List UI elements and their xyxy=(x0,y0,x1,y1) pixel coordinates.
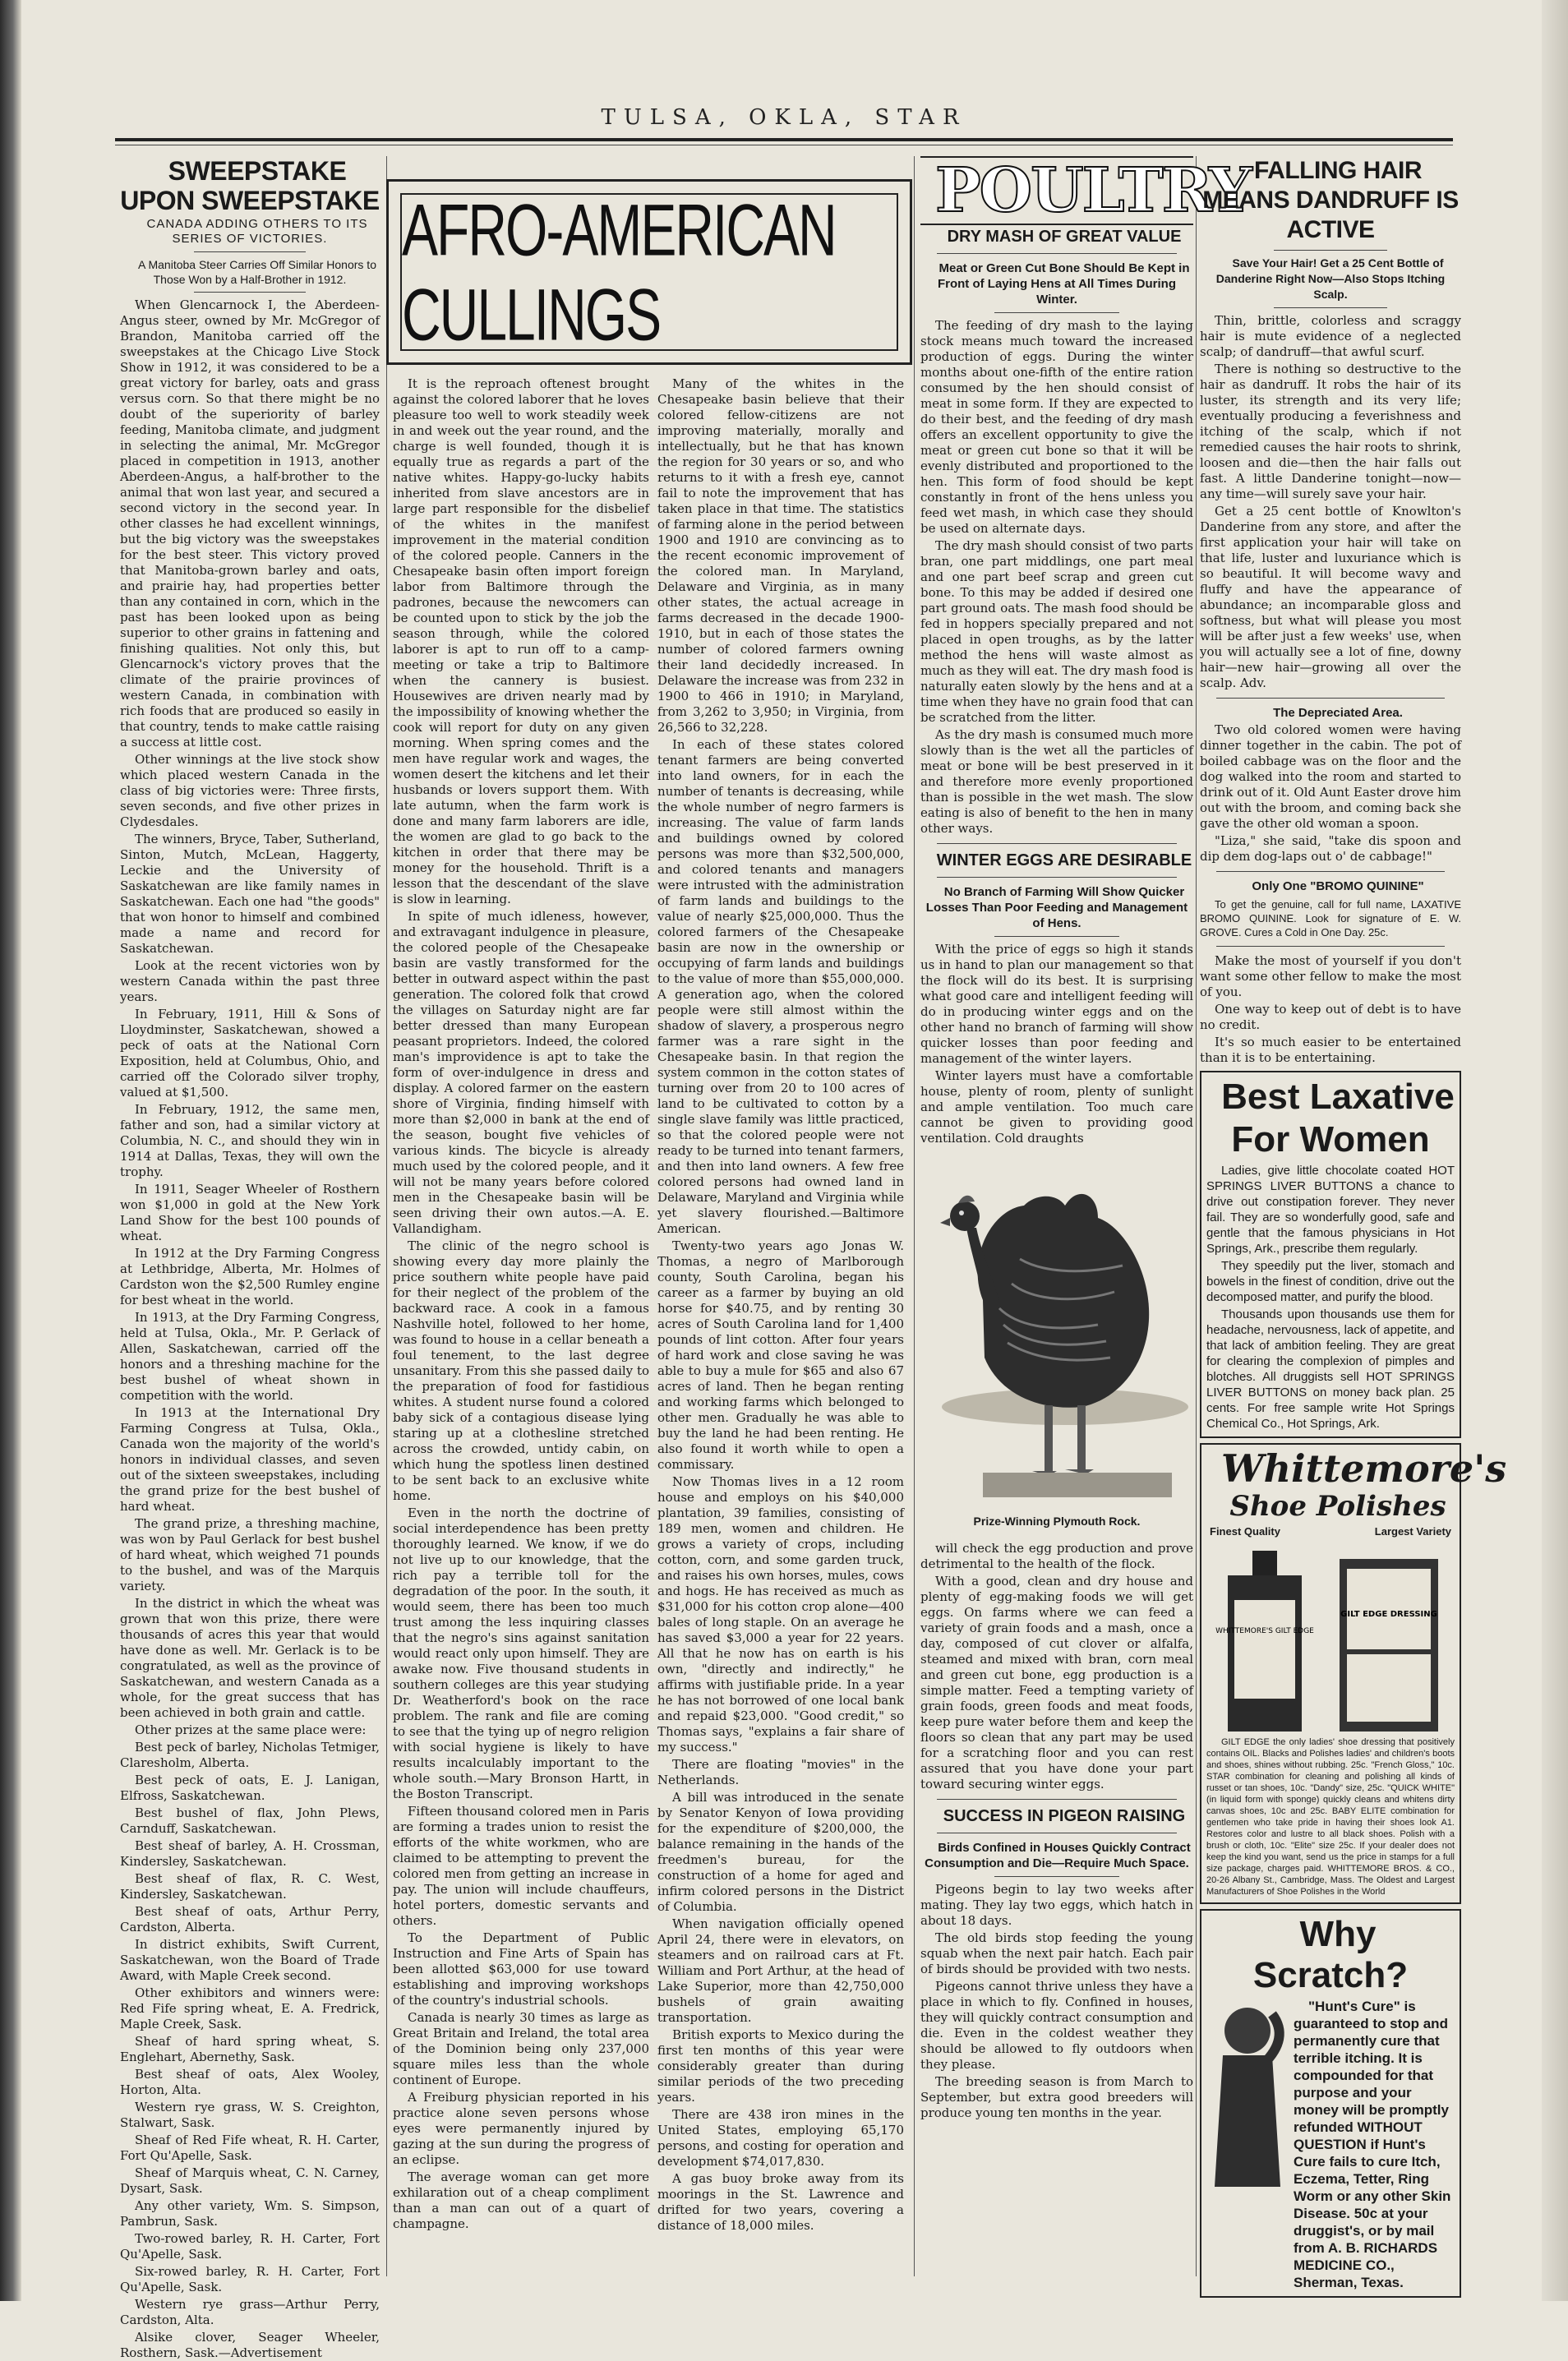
divider xyxy=(937,1799,1177,1800)
paragraph: When navigation officially opened April 24, there were in elevators, on steamers and on railroad cars at Ft. William and Port Arthur, at the head of Lake Superior, more than 42,750,000 bushels of grain awaiting transportation. xyxy=(657,1916,904,2025)
paragraph: Thousands upon thousands use them for headache, nervousness, lack of appetite, and that lack of ambition feeling. They are great for clearing the complexion of pimples and blotches. All druggists sell HOT SPRINGS LIVER BUTTONS on money back plan. 25 cents. For free sample write Hot Springs Chemical Co., Hot Springs, Ark. xyxy=(1206,1307,1455,1431)
paragraph: In 1912 at the Dry Farming Congress at Lethbridge, Alberta, Mr. Holmes of Cardston won the $2,500 Rumley engine for best wheat in the world. xyxy=(120,1246,380,1307)
paragraph: In the district in which the wheat was grown that won this prize, there were thousands of acres this year that would have done as well. Mr. Gerlack is to be congratulated, as well as the province of Saskatchewan, and western Canada as a whole, for the great success that has been achieved in both grain and cattle. xyxy=(120,1596,380,1720)
paragraph: Thin, brittle, colorless and scraggy hair is mute evidence of a neglected scalp; of dandruff—that awful scurf. xyxy=(1200,313,1461,359)
paragraph: Canada is nearly 30 times as large as Great Britain and Ireland, the total area of the Dominion being only 237,000 square miles less than the whole continent of Europe. xyxy=(393,2010,649,2087)
paragraph: There are floating "movies" in the Netherlands. xyxy=(657,1757,904,1787)
divider xyxy=(194,292,306,293)
article-body xyxy=(920,318,1193,837)
scratch-ad-content xyxy=(1206,1998,1455,2293)
headline: SWEEPSTAKE UPON SWEEPSTAKE xyxy=(120,156,380,215)
page-right-margin xyxy=(1542,0,1568,2301)
paragraph: A bill was introduced in the senate by Senator Kenyon of Iowa providing for the expenditure of $200,000, the balance remaining in the hands of the freedmen's bureau, for the construction of a home for aged and infirm colored persons in the District of Columbia. xyxy=(657,1790,904,1914)
paragraph: Western rye grass—Arthur Perry, Cardston, Alta. xyxy=(120,2297,380,2327)
divider xyxy=(937,843,1177,844)
paragraph: In February, 1911, Hill & Sons of Lloydminster, Saskatchewan, showed a peck of oats at the National Corn Exposition, held at Columbus, Ohio, and carried off the Colorado silver trophy, valued at $1,500. xyxy=(120,1007,380,1100)
poultry-title: POULTRY xyxy=(920,156,1193,225)
paragraph: The breeding season is from March to September, but extra good breeders will produce young ten months in the year. xyxy=(920,2074,1193,2120)
column-rule xyxy=(914,156,915,2276)
paragraph: There is nothing so destructive to the hair as dandruff. It robs the hair of its luster, its strength and its very life; eventually producing a feverishness and itching of the scalp, which if not remedied causes the hair roots to shrink, loosen and die—then the hair falls out fast. A little Danderine tonight—now—any time—will surely save your hair. xyxy=(1200,362,1461,501)
paragraph: will check the egg production and prove detrimental to the health of the flock. xyxy=(920,1541,1193,1571)
paragraph: Best sheaf of oats, Arthur Perry, Cardston, Alberta. xyxy=(120,1904,380,1934)
article-sweepstake xyxy=(120,156,380,2360)
paragraph: In each of these states colored tenant farmers are being converted into land owners, for in each the number of tenants is decreasing, while the whole number of negro farmers is increasing. The value of farm lands and buildings owned by colored persons was more than $32,500,000, and colored tenants and managers were intrusted with the administration of farm lands and buildings to the value of nearly $25,000,000. Thus the colored farmers of the Chesapeake basin are now in the ownership or occupying of farm lands and buildings to the value of more than $55,000,000. A generation ago, when the colored people were still almost within the shadow of slavery, a prosperous negro farmer was a rare sight in the Chesapeake basin. In that region the system common in the cotton states of turning over from 20 to 100 acres of land to be cultivated to cotton by a single slave family was little practiced, so that the colored people were not ready to be turned into tenant farmers, and then into land owners. A few free colored persons had owned land in Delaware, Maryland and Virginia while yet slavery flourished.—Baltimore American. xyxy=(657,737,904,1236)
scratch-ad-text: "Hunt's Cure" is guaranteed to stop and permanently cure that terrible itching. It is compounded for that purpose and your money will be promptly refunded WITHOUT QUESTION if Hunt's Cure fails to cure Itch, Eczema, Tetter, Ring Worm or any other Skin Disease. 50c at your druggist's, or by mail from A. B. RICHARDS MEDICINE CO., Sherman, Texas. xyxy=(1294,1999,1451,2290)
largest-variety-label: Largest Variety xyxy=(1374,1525,1451,1538)
paragraph: The winners, Bryce, Taber, Sutherland, Sinton, Mutch, McLean, Haggerty, Leckie and the University of Saskatchewan are like family names in Saskatchewan. Each one had "the goods" that won honor to himself and combined made a name and record for Saskatchewan. xyxy=(120,832,380,956)
paragraph: As the dry mash is consumed much more slowly than is the wet all the particles of meat or bone will be best preserved in it and therefore more evenly proportioned than is possible in the wet mash. The slow eating is also of benefit to the hen in many other ways. xyxy=(920,727,1193,836)
bromo-ad-headline: Only One "BROMO QUININE" xyxy=(1252,879,1424,893)
paragraph: Sheaf of Red Fife wheat, R. H. Carter, Fort Qu'Apelle, Sask. xyxy=(120,2133,380,2163)
paragraph: One way to keep out of debt is to have no credit. xyxy=(1200,1002,1461,1032)
divider xyxy=(937,877,1177,878)
scratch-ad-headline: Why Scratch? xyxy=(1252,1914,1409,1995)
paragraph: Ladies, give little chocolate coated HOT SPRINGS LIVER BUTTONS a chance to drive out constipation forever. They never fail. They are so wonderfully good, safe and gentle that the famous physicians in Hot Springs, Ark., prescribe them regularly. xyxy=(1206,1164,1455,1256)
afro-column-left xyxy=(393,376,649,2276)
subdeck: A Manitoba Steer Carries Off Similar Honors to Those Won by a Half-Brother in 1912. xyxy=(138,258,376,286)
paragraph: The feeding of dry mash to the laying stock means much toward the increased production of eggs. During the winter months about one-fifth of the entire ration consumed by the hen should consist of meat in some form. If they are expected to do their best, and the feeding of dry mash offers an excellent opportunity to give the meat or green cut bone so that it will be evenly distributed and proportioned to the hen. This form of food should be kept constantly in front of the hens unless you feed wet mash, in which case they should be used on alternate days. xyxy=(920,318,1193,536)
divider xyxy=(1274,307,1387,308)
headline: WINTER EGGS ARE DESIRABLE xyxy=(936,851,1192,869)
svg-text:WHITTEMORE'S GILT EDGE: WHITTEMORE'S GILT EDGE xyxy=(1215,1627,1314,1635)
paragraph: Six-rowed barley, R. H. Carter, Fort Qu'Apelle, Sask. xyxy=(120,2264,380,2294)
column-rule xyxy=(386,156,387,2276)
article-body xyxy=(920,1541,1193,1792)
paragraph: Best sheaf of oats, Alex Wooley, Horton, Alta. xyxy=(120,2067,380,2097)
paragraph: In 1913 at the International Dry Farming Congress at Tulsa, Okla., Canada won the majority of the world's honors in individual classes, and seven out of the sixteen sweepstakes, including the grand prize for the best bushel of hard wheat. xyxy=(120,1405,380,1514)
article-body xyxy=(120,297,380,2361)
divider xyxy=(1216,946,1445,947)
plymouth-rock-hen-image xyxy=(934,1160,1180,1514)
paragraph: Alsike clover, Seager Wheeler, Rosthern, Sask.—Advertisement xyxy=(120,2330,380,2360)
article-body xyxy=(393,376,649,2232)
paragraph: Western rye grass, W. S. Creighton, Stalwart, Sask. xyxy=(120,2100,380,2130)
paragraph: The average woman can get more exhilaration out of a cheap compliment than a man can out of a quart of champagne. xyxy=(393,2170,649,2231)
section-title: AFRO-AMERICAN CULLINGS xyxy=(402,188,836,356)
figure-caption: Prize-Winning Plymouth Rock. xyxy=(973,1514,1141,1528)
deck: Birds Confined in Houses Quickly Contract Consumption and Die—Require Much Space. xyxy=(925,1841,1191,1870)
article-body xyxy=(1200,313,1461,691)
whittemore-tagline xyxy=(1210,1524,1451,1539)
paragraph: Sheaf of hard spring wheat, S. Englehart, Abernethy, Sask. xyxy=(120,2034,380,2064)
paragraph: Other exhibitors and winners were: Red Fife spring wheat, E. A. Fredrick, Maple Creek, Sask. xyxy=(120,1985,380,2031)
deck: Save Your Hair! Get a 25 Cent Bottle of Danderine Right Now—Also Stops Itching Scalp. xyxy=(1215,256,1446,301)
paragraph: British exports to Mexico during the first ten months of this year were considerably greater than during similar periods of the two preceding years. xyxy=(657,2027,904,2105)
paragraph: Get a 25 cent bottle of Knowlton's Danderine from any store, and after the first application your hair will take on that life, luster and luxuriance which is so beautiful. It will become wavy and fluffy and have the appearance of abundance; an incomparable gloss and softness, but what will please you most will be after just a few weeks' use, when you will actually see a lot of fine, downy hair—new hair—growing all over the scalp. Adv. xyxy=(1200,504,1461,690)
paragraph: Look at the recent victories won by western Canada within the past three years. xyxy=(120,958,380,1004)
article-body xyxy=(1200,722,1461,865)
man-scratching-icon xyxy=(1206,1998,1289,2187)
whittemore-ad xyxy=(1200,1443,1507,1904)
whittemore-product: Shoe Polishes xyxy=(1229,1490,1446,1523)
paragraph: Even in the north the doctrine of social interdependence has been pretty thoroughly learned. We know, if we do not live up to our knowledge, that the rich pay a terrible toll for the degradation of the poor. In the south, it would seem, there has been too much trust among the less inquiring classes that the negro's sins against sanitation would react only upon himself. They are awake now. Five thousand students in southern colleges are this year studying Dr. Weatherford's book on the race problem. The rank and file are coming to see that the tying up of negro religion with social hygiene is likely to have results incalculably important to the whole south.—Mary Bronson Hartt, in the Boston Transcript. xyxy=(393,1506,649,1801)
paragraph: Two-rowed barley, R. H. Carter, Fort Qu'Apelle, Sask. xyxy=(120,2231,380,2262)
subheadline: The Depreciated Area. xyxy=(1273,706,1403,720)
paragraph: In 1911, Seager Wheeler of Rosthern won $1,000 in gold at the New York Land Show for the best 100 pounds of wheat. xyxy=(120,1182,380,1243)
page-binding-edge xyxy=(0,0,21,2301)
paragraph: Pigeons cannot thrive unless they have a place in which to fly. Confined in houses, they will quickly contract consumption and die. Even in the coldest weather they should be allowed to fly outdoors when they please. xyxy=(920,1979,1193,2072)
headline: DRY MASH OF GREAT VALUE xyxy=(947,228,1182,246)
divider xyxy=(994,1876,1119,1877)
paragraph: In spite of much idleness, however, and extravagant indulgence in pleasure, the colored people of the Chesapeake basin are vastly transformed for the better in outward aspect within the past generation. The colored folk that crowd the villages on Saturday night are far better dressed than many European peasant proprietors. Indeed, the colored man's improvidence is apt to take the form of over-indulgence in dress and display. A colored farmer on the eastern shore of Virginia, finding himself with more than $2,000 in bank at the end of the season, bought five vehicles of various kinds. The bicycle is already much used by the colored people, and it will not be many years before colored men in the Chesapeake basin will be seen driving their own autos.—A. E. Vallandigham. xyxy=(393,909,649,1236)
divider xyxy=(1274,250,1387,251)
divider xyxy=(994,936,1119,937)
divider xyxy=(994,312,1119,313)
article-body xyxy=(1200,953,1461,1066)
paragraph: When Glencarnock I, the Aberdeen-Angus steer, owned by Mr. McGregor of Brandon, Manitoba carried off the sweepstakes at the Chicago Live Stock Show in 1912, it was considered to be a great victory for barley, oats and grass versus corn. So that there might be no doubt of the superiority of barley feeding, Manitoba climate, and judgment in selecting the animal, Mr. McGregor placed in competition in 1913, another Aberdeen-Angus, a half-brother to the animal that won last year, and secured a second victory in the second year. In other classes he had excellent winnings, but the big victory was the sweepstakes for the best steer. This victory proved that Manitoba-grown barley and oats, and prairie hay, had properties better than any contained in corn, which in the past has been looked upon as being superior to other grains in fattening and finishing qualities. Not only this, but Glencarnock's victory proves that the climate of the prairie provinces of western Canada, in combination with rich foods that are produced so easily in that country, tends to make cattle raising a success at little cost. xyxy=(120,297,380,749)
paragraph: In 1913, at the Dry Farming Congress, held at Tulsa, Okla., Mr. P. Gerlack of Allen, Saskatchewan, carried off the honors and a threshing machine for the best bushel of wheat shown in competition with the world. xyxy=(120,1310,380,1403)
divider xyxy=(1216,698,1445,699)
laxative-ad xyxy=(1200,1071,1461,1438)
paragraph: They speedily put the liver, stomach and bowels in the finest of condition, drive out the decomposed matter, and purify the blood. xyxy=(1206,1259,1455,1304)
bromo-ad-text: To get the genuine, call for full name, LAXATIVE BROMO QUININE. Look for signature of E. W. GROVE. Cures a Cold in One Day. 25c. xyxy=(1200,898,1461,938)
hunts-cure-ad xyxy=(1200,1909,1461,2298)
paragraph: Other prizes at the same place were: xyxy=(135,1722,367,1737)
paragraph: Other winnings at the live stock show which placed western Canada in the class of big victories were: Three firsts, seven seconds, and five other prizes in Clydesdales. xyxy=(120,752,380,829)
paragraph: "Liza," she said, "take dis spoon and dip dem dog-laps out o' de cabbage!" xyxy=(1200,833,1461,864)
header-inner-frame xyxy=(400,188,898,356)
right-column xyxy=(1200,156,1507,2290)
deck: No Branch of Farming Will Show Quicker Losses Than Poor Feeding and Management of Hens. xyxy=(925,885,1188,930)
headline: FALLING HAIR MEANS DANDRUFF IS ACTIVE xyxy=(1202,157,1459,243)
paragraph: Sheaf of Marquis wheat, C. N. Carney, Dysart, Sask. xyxy=(120,2165,380,2196)
afro-american-cullings-header xyxy=(386,179,912,365)
paragraph: Now Thomas lives in a 12 room house and employs on his $40,000 plantation, 39 families, consisting of 189 men, women and children. He grows a variety of crops, including cotton, corn, and some garden truck, and raises his own horses, mules, cows and hogs. He has received as much as $31,000 for his cotton crop alone—400 bales of long staple. On an average he has saved $3,000 a year for 22 years. All that he now has on earth is his own, "directly and indirectly," he affirms with justifiable pride. In a year he has not borrowed of one local bank and repaid $23,000. "Good credit," so Thomas says, "explains a fair share of my success." xyxy=(657,1474,904,1755)
paragraph: There are 438 iron mines in the United States, employing 65,170 persons, and costing for operation and development $74,017,830. xyxy=(657,2107,904,2169)
masthead: TULSA, OKLA, STAR xyxy=(601,105,967,130)
paragraph: With the price of eggs so high it stands us in hand to plan our management so that the flock will do its best. It is surprising what good care and intelligent feeding will do in producing winter eggs and on the other hand no branch of farming will show quicker losses than poor feeding and management of the winter layers. xyxy=(920,942,1193,1066)
paragraph: Best peck of oats, E. J. Lanigan, Elfross, Saskatchewan. xyxy=(120,1773,380,1803)
paragraph: It's so much easier to be entertained than it is to be entertaining. xyxy=(1200,1035,1461,1065)
bottle-icon xyxy=(1215,1551,1314,1732)
divider xyxy=(1216,871,1445,872)
paragraph: The clinic of the negro school is showing every day more plainly the price southern white people have paid for their neglect of the problem of the backward race. A cook in a famous Nashville hotel, followed to her home, was found to house in a cellar beneath a foul tenement, to the last degree unsanitary. From this she passed daily to the preparation of food for fastidious whites. A student nurse found a colored baby sick of a contagious disease lying staring up at a clothesline stretched across the crowded, untidy cabin, on which hung the spotless linen destined to be sent back to an exclusive white home. xyxy=(393,1238,649,1503)
paragraph: Fifteen thousand colored men in Paris are forming a trades union to resist the efforts of the white workmen, who are claimed to be attempting to prevent the colored men from getting an increase in pay. The union will include chauffeurs, hotel porters, domestic servants and others. xyxy=(393,1804,649,1928)
paragraph: The grand prize, a threshing machine, was won by Paul Gerlack for best bushel of hard wheat, which weighed 71 pounds to the bushel, and was of the Marquis variety. xyxy=(120,1516,380,1593)
divider xyxy=(937,253,1177,254)
column-rule xyxy=(1196,156,1197,2276)
paragraph: Many of the whites in the Chesapeake basin believe that their colored fellow-citizens are not improving materially, morally and intellectually, but he that has known the region for 30 years or so, and who returns to it with a fresh eye, cannot fail to note the improvement that has taken place in that time. The statistics of farming alone in the period between 1900 and 1910 are convincing as to the recent economic improvement of the colored man. In Maryland, Delaware and Virginia, as in many other states, the actual acreage in farms decreased in the decade 1900-1910, but in each of those states the number of colored farmers owning their land decidedly increased. In Delaware the increase was from 232 in 1900 to 466 in 1910; in Maryland, from 3,262 to 3,950; in Virginia, from 26,566 to 32,228. xyxy=(657,376,904,735)
paragraph: In February, 1912, the same men, father and son, had a similar victory at Columbia, N. C., and should they win in 1914 at Dallas, Texas, they will own the trophy. xyxy=(120,1102,380,1179)
paragraph: Winter layers must have a comfortable house, plenty of room, plenty of sunlight and ample ventilation. Too much care cannot be given to providing good ventilation. Cold draughts xyxy=(920,1068,1193,1146)
laxative-ad-body xyxy=(1206,1163,1455,1432)
deck: Meat or Green Cut Bone Should Be Kept in Front of Laying Hens at All Times During Winter. xyxy=(937,261,1190,307)
paragraph: The dry mash should consist of two parts bran, one part middlings, one part meal and one part beef scrap and green cut bone. To this may be added if desired one part ground oats. The mash food should be fed in hoppers specially prepared and not placed in open troughs, as by the latter method the hens will waste almost as much as they will eat. The dry mash food is naturally eaten slowly by the hens and at a time when they have no grain food that can be scratched from the litter. xyxy=(920,538,1193,725)
paragraph: It is the reproach oftenest brought against the colored laborer that he loves pleasure too well to work steadily week in and week out the year round, and the charge is well founded, though it is equally true as regards a part of the native whites. Happy-go-lucky habits inherited from slave ancestors are in large part responsible for the disbelief of the whites in the manifest improvement in the material condition of the colored people. Canners in the Chesapeake basin often import foreign labor from Baltimore through the padrones, because the newcomers can be counted upon to stick by the job the season through, while the colored laborer is apt to run off to a camp-meeting or take a trip to Baltimore when the cannery is busiest. Housewives are driven nearly mad by the impossibility of knowing whether the cook will report for duty on any given morning. When spring comes and the men have regular work and wages, the women desert the kitchens and let their husbands or lovers support them. With late autumn, when the farm work is done and many farm laborers are idle, the women are glad to go back to the kitchen in order that there may be money for the household. Thrift is a lesson that the descendant of the slave is slow in learning. xyxy=(393,376,649,906)
laxative-ad-headline: Best Laxative For Women xyxy=(1221,1077,1455,1160)
paragraph: A gas buoy broke away from its moorings in the St. Lawrence and drifted for two years, covering a distance of 18,000 miles. xyxy=(657,2171,904,2233)
article-body xyxy=(657,376,904,2234)
paragraph: Two old colored women were having dinner together in the cabin. The pot of boiled cabbage was on the floor and the dog walked into the room and started to drink out of it. Old Aunt Easter drove him out with the broom, and coming back she gave the other old woman a spoon. xyxy=(1200,722,1461,831)
finest-quality-label: Finest Quality xyxy=(1210,1525,1280,1538)
box-icon xyxy=(1335,1551,1442,1732)
hen-illustration xyxy=(920,1151,1193,1538)
paragraph: Best peck of barley, Nicholas Tetmiger, Claresholm, Alberta. xyxy=(120,1740,380,1770)
paragraph: In district exhibits, Swift Current, Saskatchewan, won the Board of Trade Award, with Maple Creek second. xyxy=(120,1937,380,1983)
paragraph: The old birds stop feeding the young squab when the next pair hatch. Each pair of birds should be provided with two nests. xyxy=(920,1930,1193,1976)
paragraph: Twenty-two years ago Jonas W. Thomas, a negro of Marlborough county, South Carolina, began his career as a farmer by buying an old horse for $40.75, and by renting 30 acres of South Carolina land for 1,400 pounds of lint cotton. After four years of hard work and close saving he was able to buy a mule for $65 and also 67 acres of land. Then he began renting and working farms which belonged to other men. Gradually he was able to buy the land he had been renting. He also found it worth while to open a commissary. xyxy=(657,1238,904,1472)
paragraph: Best bushel of flax, John Plews, Carnduff, Saskatchewan. xyxy=(120,1805,380,1836)
paragraph: Pigeons begin to lay two weeks after mating. They lay two eggs, which hatch in about 18 days. xyxy=(920,1882,1193,1928)
headline: SUCCESS IN PIGEON RAISING xyxy=(943,1807,1186,1825)
deck: CANADA ADDING OTHERS TO ITS SERIES OF VICTORIES. xyxy=(146,217,368,246)
paragraph: Best sheaf of flax, R. C. West, Kindersley, Saskatchewan. xyxy=(120,1871,380,1902)
svg-text:GILT EDGE DRESSING: GILT EDGE DRESSING xyxy=(1340,1610,1437,1619)
whittemore-ad-text: GILT EDGE the only ladies' shoe dressing that positively contains OIL. Blacks and Polishes ladies' and children's boots and shoes, shines without rubbing. 25c. "French Gloss," 10c. STAR combination for cleaning and polishing all kinds of russet or tan shoes, 10c. "Dandy" size, 25c. "QUICK WHITE" (in liquid form with sponge) quickly cleans and whitens dirty canvas shoes, 10c and 25c. BABY ELITE combination for gentlemen who take pride in having their shoes look A1. Restores color and lustre to all black shoes. Polish with a brush or cloth, 10c. "Elite" size 25c. If your dealer does not keep the kind you want, send us the price in stamps for a full size package, charges paid. WHITTEMORE BROS. & CO., 20-26 Albany St., Cambridge, Mass. The Oldest and Largest Manufacturers of Shoe Polishes in the World xyxy=(1206,1737,1455,1897)
paragraph: Any other variety, Wm. S. Simpson, Pambrun, Sask. xyxy=(120,2198,380,2229)
paragraph: To the Department of Public Instruction and Fine Arts of Spain has been allotted $63,000 for use toward establishing and improving workshops of the country's industrial schools. xyxy=(393,1930,649,2008)
whittemore-brand: Whittemore's xyxy=(1221,1446,1507,1491)
product-images xyxy=(1206,1542,1455,1732)
afro-column-right xyxy=(657,376,904,2276)
divider xyxy=(194,251,306,252)
masthead-rule xyxy=(115,138,1453,141)
paragraph: With a good, clean and dry house and plenty of egg-making foods we will get eggs. On farms where we can feed a variety of grain foods and a mash, once a day, composed of cut clover or alfalfa, steamed and mixed with bran, corn meal and green cut bone, egg production is a simple matter. Feed a tempting variety of grain foods, green foods and meat foods, keep pure water before them and keep the floors so clean that any part may be used for a scratching floor and you can rest assured that you have done your part toward securing winter eggs. xyxy=(920,1574,1193,1792)
paragraph: Best sheaf of barley, A. H. Crossman, Kindersley, Saskatchewan. xyxy=(120,1838,380,1869)
paragraph: Make the most of yourself if you don't want some other fellow to make the most of you. xyxy=(1200,953,1461,999)
paragraph: A Freiburg physician reported in his practice alone seven persons whose eyes were permanently injured by gazing at the sun during the progress of an eclipse. xyxy=(393,2090,649,2167)
article-body xyxy=(920,942,1193,1146)
article-body xyxy=(920,1882,1193,2121)
